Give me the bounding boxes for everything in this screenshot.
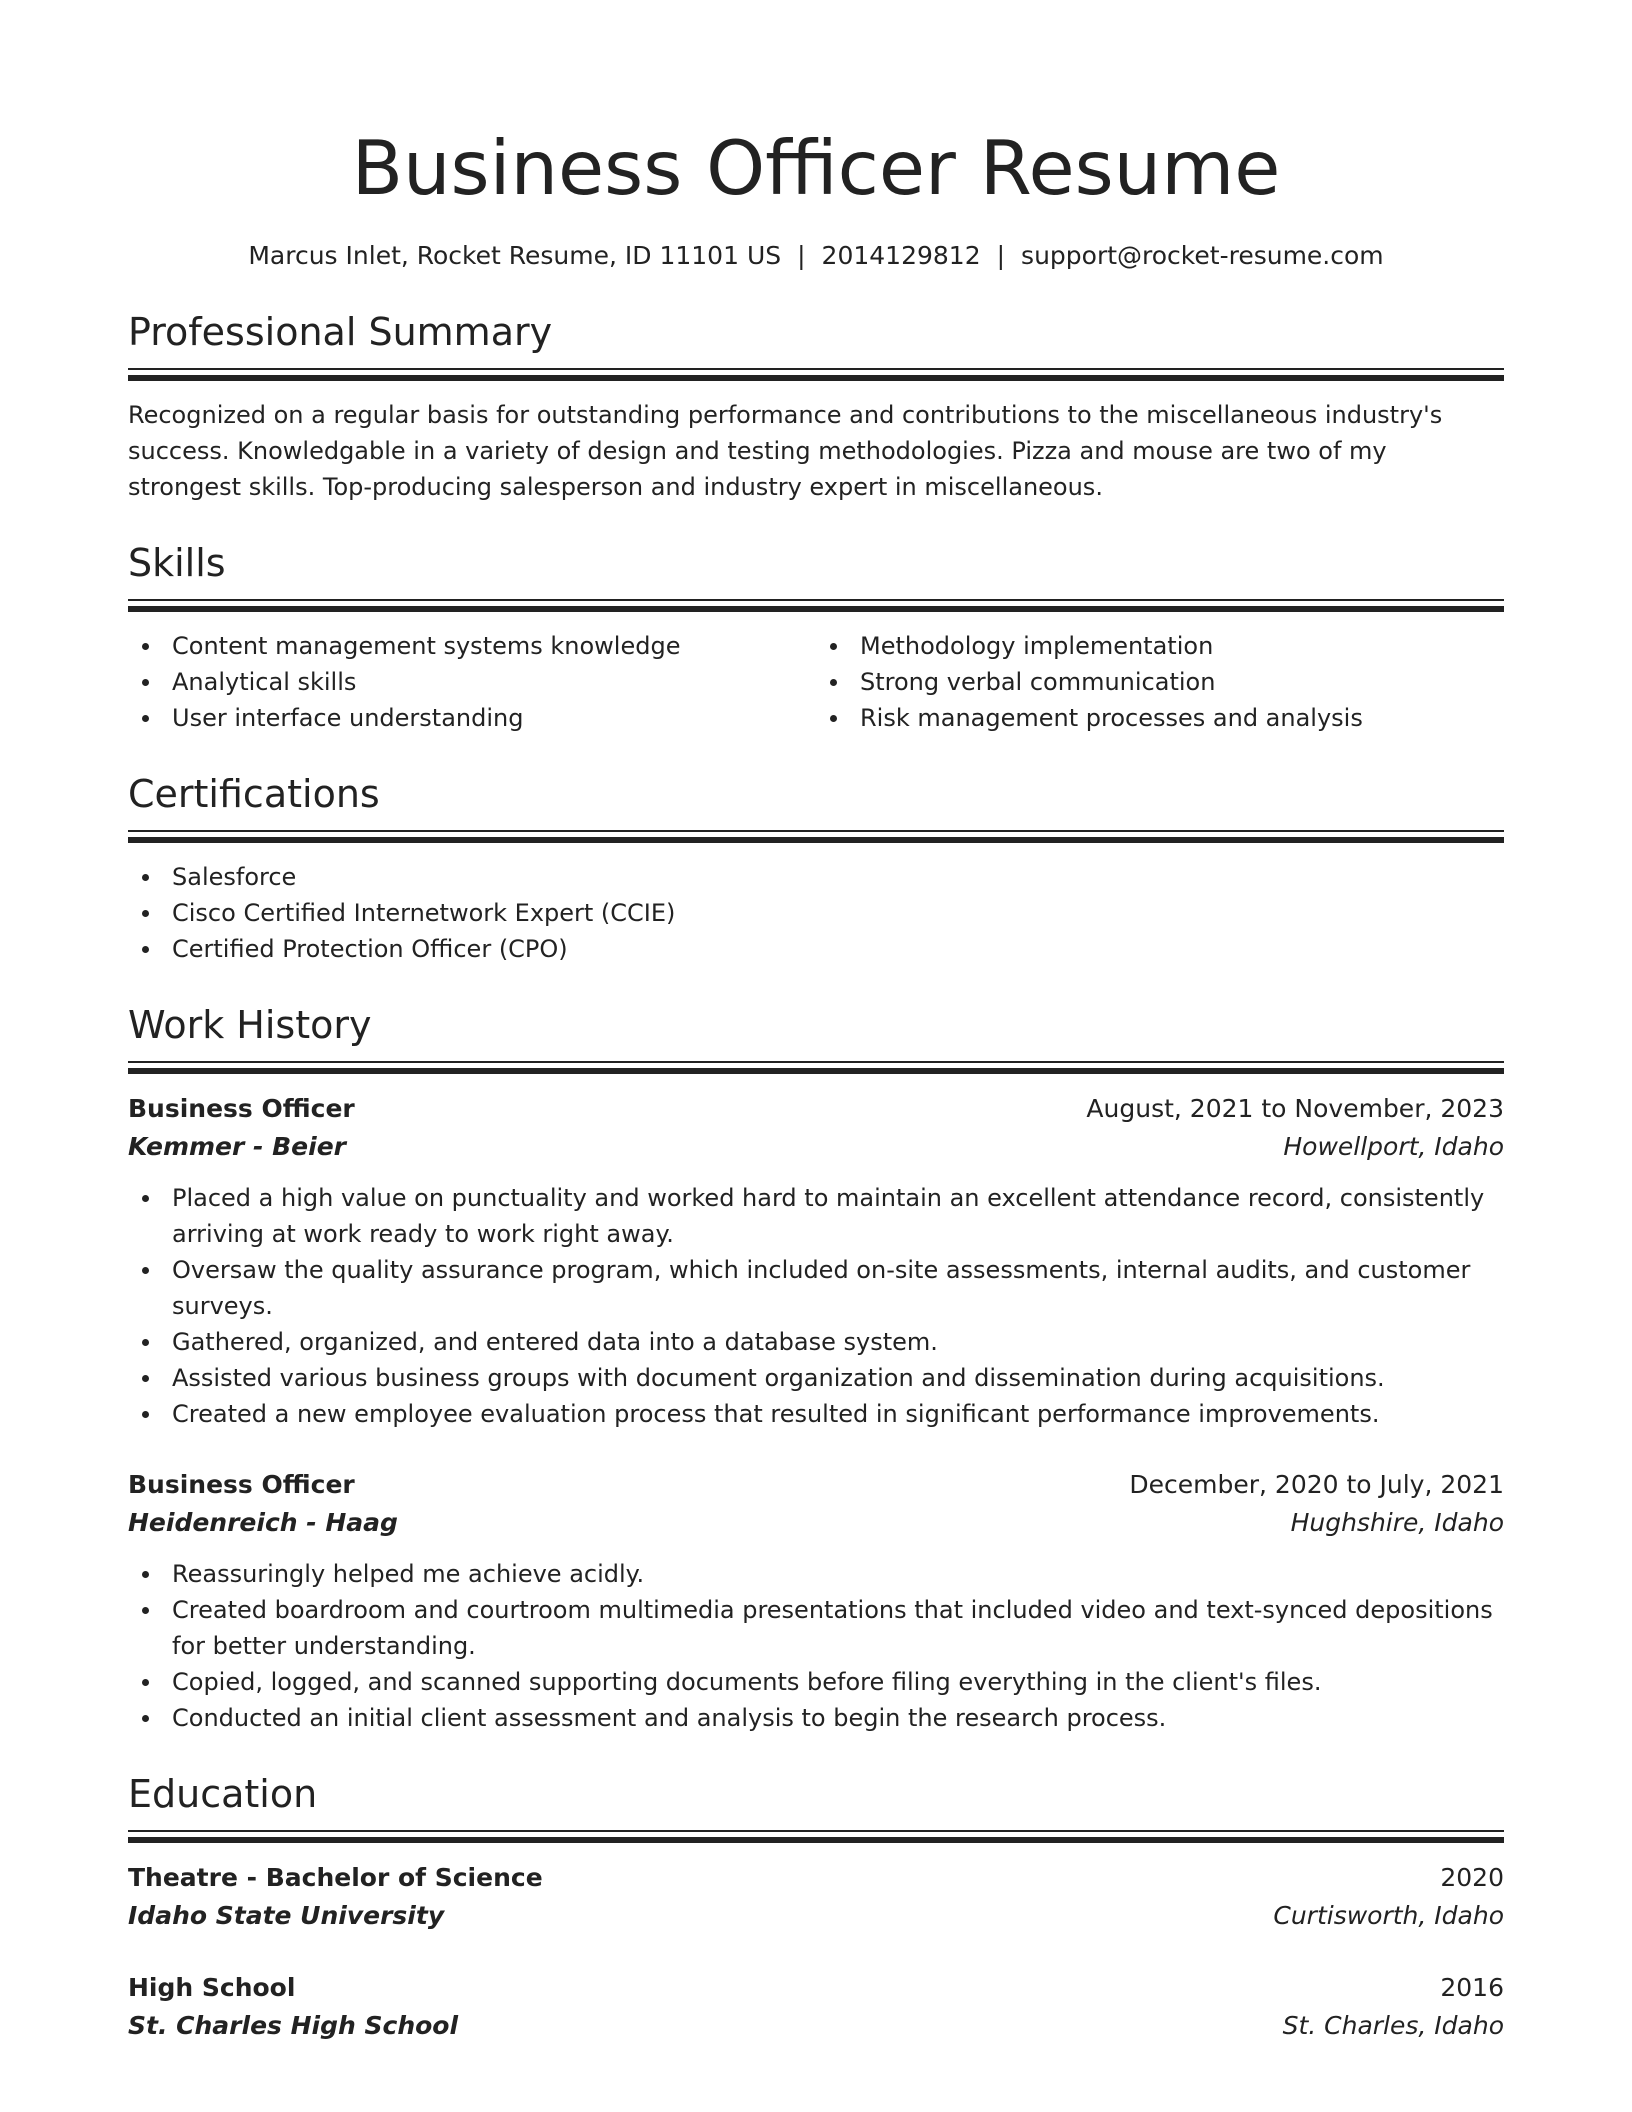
job-bullet: Assisted various business groups with document organization and dissemination during acquisitions. [128, 1360, 1504, 1396]
section-divider [128, 599, 1504, 612]
section-heading: Work History [128, 1003, 372, 1047]
job-bullet: Oversaw the quality assurance program, which included on-site assessments, internal audits, and customer surveys. [128, 1252, 1504, 1324]
section-heading: Education [128, 1772, 318, 1816]
job-dates: December, 2020 to July, 2021 [1129, 1470, 1504, 1499]
education-year: 2020 [1440, 1863, 1504, 1892]
contact-phone: 2014129812 [821, 241, 981, 270]
section-heading: Skills [128, 541, 226, 585]
job-title: Business Officer [128, 1470, 355, 1499]
job-entry [128, 1466, 1504, 1736]
summary-section [128, 308, 1504, 505]
summary-text: Recognized on a regular basis for outstanding performance and contributions to the miscellaneous industry's success. Knowledgable in a variety of design and testing methodologies. Pizza and mouse are two of my strongest skills. Top-producing salesperson and industry expert in miscellaneous. [128, 401, 1443, 501]
education-year: 2016 [1440, 1973, 1504, 2002]
job-bullet: Conducted an initial client assessment and analysis to begin the research process. [128, 1700, 1504, 1736]
certification-item: Salesforce [128, 859, 1504, 895]
skill-item: Analytical skills [128, 664, 816, 700]
skill-item: Risk management processes and analysis [816, 700, 1504, 736]
education-degree: High School [128, 1973, 296, 2002]
skill-item: Content management systems knowledge [128, 628, 816, 664]
section-divider [128, 1061, 1504, 1074]
job-location: Howellport, Idaho [1283, 1132, 1504, 1161]
education-school: St. Charles High School [128, 2011, 459, 2040]
education-location: St. Charles, Idaho [1282, 2011, 1504, 2040]
education-entry [128, 1969, 1504, 2045]
certification-item: Certified Protection Officer (CPO) [128, 931, 1504, 967]
contact-address: Marcus Inlet, Rocket Resume, ID 11101 US [248, 241, 782, 270]
skill-item: Methodology implementation [816, 628, 1504, 664]
job-bullet: Gathered, organized, and entered data into a database system. [128, 1324, 1504, 1360]
resume-title: Business Officer Resume [351, 124, 1281, 212]
skills-column-left [128, 628, 816, 736]
contact-separator: | [996, 241, 1006, 270]
section-heading: Certifications [128, 772, 380, 816]
job-bullet: Placed a high value on punctuality and worked hard to maintain an excellent attendance record, consistently arriving at work ready to work right away. [128, 1180, 1504, 1252]
education-entry [128, 1859, 1504, 1935]
job-dates: August, 2021 to November, 2023 [1086, 1094, 1504, 1123]
job-title: Business Officer [128, 1094, 355, 1123]
job-location: Hughshire, Idaho [1290, 1508, 1504, 1537]
job-bullet: Created boardroom and courtroom multimedia presentations that included video and text-synced depositions for better understanding. [128, 1592, 1504, 1664]
certification-item: Cisco Certified Internetwork Expert (CCIE) [128, 895, 1504, 931]
section-divider [128, 1830, 1504, 1843]
job-bullet: Reassuringly helped me achieve acidly. [128, 1556, 1504, 1592]
contact-separator: | [797, 241, 806, 270]
job-company: Kemmer - Beier [128, 1132, 346, 1161]
work-history-section [128, 1001, 1504, 1736]
section-heading: Professional Summary [128, 310, 553, 354]
education-degree: Theatre - Bachelor of Science [128, 1863, 543, 1892]
contact-line [128, 238, 1504, 274]
section-divider [128, 368, 1504, 381]
section-divider [128, 830, 1504, 843]
certifications-section [128, 770, 1504, 967]
job-entry [128, 1090, 1504, 1432]
skills-column-right [816, 628, 1504, 736]
skill-item: User interface understanding [128, 700, 816, 736]
education-school: Idaho State University [128, 1901, 445, 1930]
skills-section [128, 539, 1504, 736]
contact-email[interactable]: support@rocket-resume.com [1021, 241, 1384, 270]
job-bullet: Copied, logged, and scanned supporting documents before filing everything in the client's files. [128, 1664, 1504, 1700]
education-location: Curtisworth, Idaho [1273, 1901, 1504, 1930]
job-company: Heidenreich - Haag [128, 1508, 398, 1537]
education-section [128, 1770, 1504, 2045]
skill-item: Strong verbal communication [816, 664, 1504, 700]
job-bullet: Created a new employee evaluation process that resulted in significant performance improvements. [128, 1396, 1504, 1432]
